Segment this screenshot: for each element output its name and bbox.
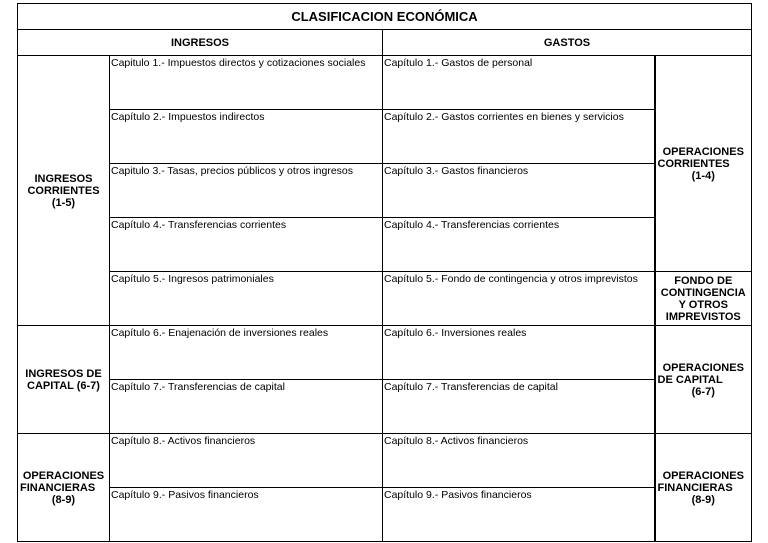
ingresos-cell: Capitulo 1.- Impuestos directos y cotizaciones sociales	[110, 56, 383, 110]
gastos-header: GASTOS	[383, 30, 752, 56]
ingresos-cell: Capítulo 6.- Enajenación de inversiones reales	[110, 326, 383, 380]
table-title: CLASIFICACION ECONÓMICA	[18, 4, 752, 30]
gastos-cell: Capítulo 1.- Gastos de personal	[383, 56, 655, 110]
group-label-line: FONDO DE	[674, 274, 733, 287]
group-label-line: (8-9)	[691, 493, 715, 506]
group-label-line: INGRESOS	[34, 172, 93, 185]
group-label-line: OPERACIONES	[22, 469, 105, 482]
group-operaciones-financieras-ingresos	[18, 434, 110, 542]
ingresos-cell: Capítulo 4.- Transferencias corrientes	[110, 218, 383, 272]
group-ingresos-capital	[18, 326, 110, 434]
gastos-cell: Capítulo 3.- Gastos financieros	[383, 164, 655, 218]
group-label-line: OPERACIONES	[662, 361, 744, 374]
group-label-line: (6-7)	[691, 385, 715, 398]
group-operaciones-corrientes	[655, 56, 752, 272]
group-label-line: (1-5)	[51, 196, 76, 209]
gastos-cell: Capítulo 4.- Transferencias corrientes	[383, 218, 655, 272]
group-label-line: (8-9)	[51, 493, 76, 506]
group-label-line: CONTINGENCIA	[660, 286, 746, 299]
gastos-cell: Capítulo 8.- Activos financieros	[383, 434, 655, 488]
ingresos-cell: Capítulo 2.- Impuestos indirectos	[110, 110, 383, 164]
gastos-cell: Capítulo 2.- Gastos corrientes en bienes y servicios	[383, 110, 655, 164]
ingresos-cell: Capítulo 7.- Transferencias de capital	[110, 380, 383, 434]
ingresos-cell: Capítulo 9.- Pasivos financieros	[110, 488, 383, 542]
group-label-line: IMPREVISTOS	[665, 310, 741, 323]
gastos-cell: Capítulo 7.- Transferencias de capital	[383, 380, 655, 434]
group-label-line: FINANCIERAS	[657, 481, 733, 494]
group-operaciones-capital	[655, 326, 752, 434]
group-label-line: DE CAPITAL	[657, 373, 723, 386]
ingresos-cell: Capitulo 3.- Tasas, precios públicos y otros ingresos	[110, 164, 383, 218]
group-label-line: CORRIENTES	[657, 157, 730, 170]
ingresos-header: INGRESOS	[18, 30, 383, 56]
gastos-cell: Capítulo 5.- Fondo de contingencia y otros imprevistos	[383, 272, 655, 326]
group-label-line: OPERACIONES	[662, 145, 744, 158]
group-label-line: CAPITAL (6-7)	[27, 379, 100, 392]
gastos-cell: Capítulo 6.- Inversiones reales	[383, 326, 655, 380]
group-operaciones-financieras-gastos	[655, 434, 752, 542]
group-fondo-contingencia	[655, 272, 752, 326]
ingresos-cell: Capítulo 8.- Activos financieros	[110, 434, 383, 488]
group-ingresos-corrientes	[18, 56, 110, 326]
group-label-line: FINANCIERAS	[20, 481, 96, 494]
ingresos-cell: Capítulo 5.- Ingresos patrimoniales	[110, 272, 383, 326]
group-label-line: CORRIENTES	[27, 184, 100, 197]
group-label-line: (1-4)	[691, 169, 715, 182]
group-label-line: OPERACIONES	[662, 469, 744, 482]
group-label-line: Y OTROS	[678, 298, 728, 311]
gastos-cell: Capítulo 9.- Pasivos financieros	[383, 488, 655, 542]
group-label-line: INGRESOS DE	[25, 367, 102, 380]
economic-classification-table	[17, 3, 752, 542]
